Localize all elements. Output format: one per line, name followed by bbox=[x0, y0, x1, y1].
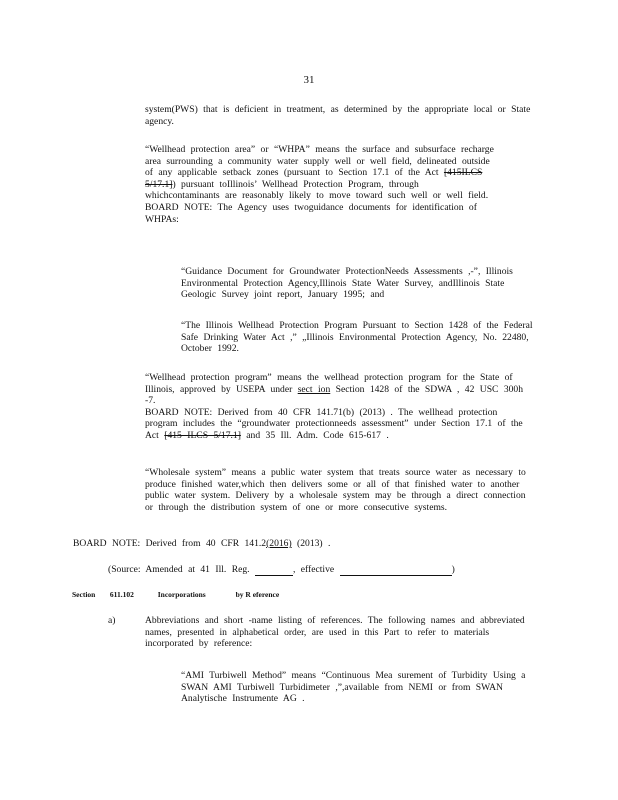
board-note-whpa: BOARD NOTE: The Agency uses twoguidance documents for identification of WHPAs: bbox=[145, 201, 477, 225]
subsection-marker: a) bbox=[108, 615, 116, 626]
wellhead-protection-program-definition: “Wellhead protection program” means the wellhead protection program for the State of Illinois, approved by USEPA under sect ion Section 1428 of the SDWA , 42 USC 300h -7. BOARD NOTE: Derived from 40 CFR 141.71(b) (2013) . The wellhead protection program includes the “groundwater protectionneeds assessment” under Section 17.1 of the Act [415 ILCS 5/17.1] and 35 Ill. Adm. Code 615-617 . bbox=[145, 372, 535, 442]
whpa-definition: “Wellhead protection area” or “WHPA” means the surface and subsurface recharge area surrounding a community water supply well or well field, delineated outside of any applicable setback zones (pursuant to Section 17.1 of the Act [415ILCS 5/17.1]) pursuant toIllinois’ Wellhead Protection Program, through whichcontaminants are reasonably likely to move toward such well or well field. BOARD NOTE: The Agency uses twoguidance documents for identification of WHPAs: bbox=[145, 144, 497, 225]
source-line: (Source: Amended at 41 Ill. Reg. , effective ) bbox=[108, 564, 455, 575]
guidance-document-2: “The Illinois Wellhead Protection Program Pursuant to Section 1428 of the Federal Safe Drinking Water Act ,” „Illinois Environmental Protection Agency, No. 22480, October 1992. bbox=[181, 320, 533, 355]
underlined-insertion: sect ion bbox=[297, 383, 331, 395]
guidance-document-1: “Guidance Document for Groundwater ProtectionNeeds Assessments ,-”, Illinois Environmental Protection Agency,Illinois State Water Survey, andIllinois State Geologic Survey joint report, January 1995; and bbox=[181, 266, 513, 301]
reg-blank bbox=[255, 566, 293, 576]
struck-citation: [415ILCS 5/17.1] bbox=[145, 167, 483, 190]
board-note-wellhead: BOARD NOTE: Derived from 40 CFR 141.71(b) (2013) . The wellhead protection program includes the “groundwater protectionneeds assessment” under Section 17.1 of the Act [415 ILCS 5/17.1] and 35 Ill. Adm. Code 615-617 . bbox=[145, 406, 523, 441]
wholesale-system-definition: “Wholesale system” means a public water system that treats source water as necessary to produce finished water,which then delivers some or all of that finished water to another public water system. Delivery by a wholesale system may be through a direct connection or through the distribution system of one or more consecutive systems. bbox=[145, 467, 526, 513]
page-number: 31 bbox=[303, 74, 315, 86]
board-note-final: BOARD NOTE: Derived from 40 CFR 141.2(2016) (2013) . bbox=[73, 538, 331, 549]
subsection-a-text: Abbreviations and short -name listing of references. The following names and abbreviated names, presented in alphabetical order, are used in this Part to refer to materials incorporated by reference: bbox=[145, 615, 525, 650]
ami-turbiwell-definition: “AMI Turbiwell Method” means “Continuous Mea surement of Turbidity Using a SWAN AMI Turbiwell Turbidimeter ,”,available from NEMI or from SWAN Analytische Instrumente AG . bbox=[181, 670, 526, 705]
struck-citation: [415 ILCS 5/17.1] bbox=[164, 429, 241, 441]
section-heading: Section 611.102 Incorporations by R eference bbox=[72, 590, 280, 599]
underlined-insertion: (2016) bbox=[266, 538, 292, 549]
effective-date-blank bbox=[340, 566, 452, 576]
pws-definition-continuation: system(PWS) that is deficient in treatment, as determined by the appropriate local or State agency. bbox=[145, 104, 531, 127]
